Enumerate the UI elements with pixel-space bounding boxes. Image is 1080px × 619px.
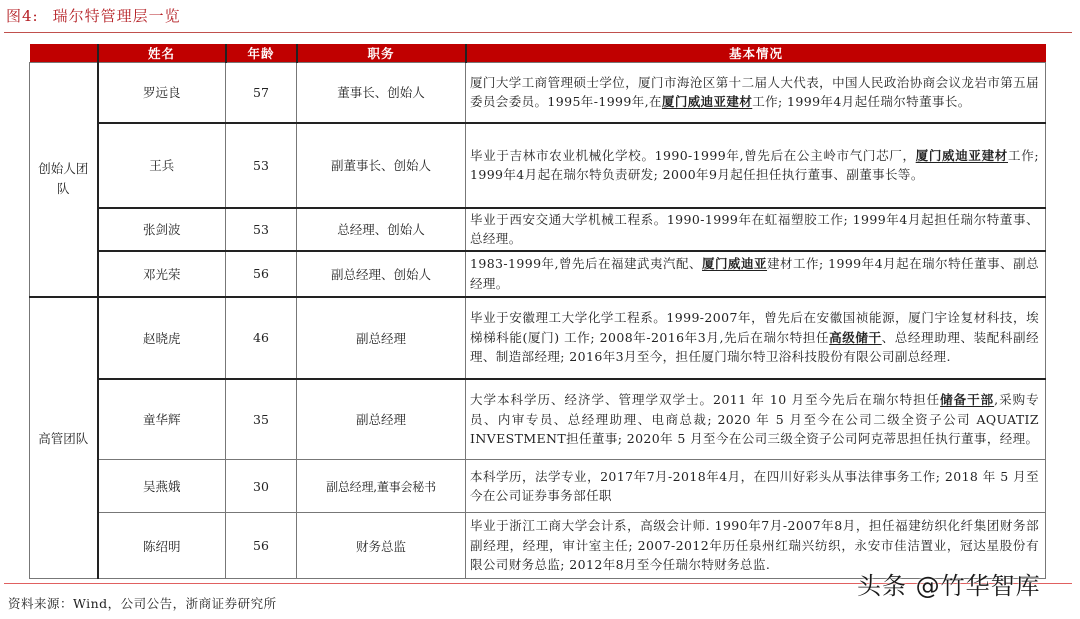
cell-name: 赵晓虎 <box>98 297 226 379</box>
cell-name: 吴燕娥 <box>98 460 226 513</box>
source-note: 资料来源：Wind，公司公告，浙商证券研究所 <box>8 596 277 611</box>
top-divider <box>4 32 1072 33</box>
cell-role: 副总经理 <box>297 297 466 379</box>
cell-name: 王兵 <box>98 123 226 208</box>
header-bio: 基本情况 <box>466 44 1046 63</box>
cell-age: 53 <box>226 123 297 208</box>
cell-age: 56 <box>226 251 297 297</box>
cell-age: 35 <box>226 379 297 460</box>
cell-age: 46 <box>226 297 297 379</box>
cell-age: 57 <box>226 63 297 123</box>
header-group <box>30 44 98 63</box>
watermark: 头条 @竹华智库 <box>857 572 1041 600</box>
figure-caption: 瑞尔特管理层一览 <box>52 7 181 25</box>
cell-bio: 毕业于吉林市农业机械化学校。1990-1999年,曾先后在公主岭市气门芯厂，厦门威迪亚建材工作; 1999年4月起在瑞尔特负责研发; 2000年9月起任担任执行董事、副董事长等。 <box>466 123 1046 208</box>
table-row <box>30 460 1046 513</box>
table-row <box>30 63 1046 123</box>
cell-role: 总经理、创始人 <box>297 208 466 251</box>
table-header-row <box>30 44 1046 63</box>
cell-bio: 毕业于浙江工商大学会计系，高级会计师. 1990年7月-2007年8月，担任福建纺织化纤集团财务部副经理，经理，审计室主任; 2007-2012年历任泉州红瑞兴纺织，永安市佳洁置业，冠达星股份有限公司财务总监; 2012年8月至今任瑞尔特财务总监. <box>466 513 1046 579</box>
cell-role: 董事长、创始人 <box>297 63 466 123</box>
cell-name: 陈绍明 <box>98 513 226 579</box>
group-label-executives: 高管团队 <box>30 297 98 579</box>
cell-bio: 大学本科学历、经济学、管理学双学士。2011 年 10 月至今先后在瑞尔特担任储备干部,采购专员、内审专员、总经理助理、电商总裁; 2020 年 5 月至今在公司二级全资子公司 AQUATIZ INVESTMENT担任董事; 2020年 5 月至今在公司三级全资子公司阿克蒂思担任执行董事，经理。 <box>466 379 1046 460</box>
cell-bio: 1983-1999年,曾先后在福建武夷汽配、厦门威迪亚建材工作; 1999年4月起在瑞尔特任董事、副总经理。 <box>466 251 1046 297</box>
cell-role: 副总经理 <box>297 379 466 460</box>
header-age: 年龄 <box>226 44 297 63</box>
cell-bio: 毕业于西安交通大学机械工程系。1990-1999年在虹福塑胶工作; 1999年4月起担任瑞尔特董事、总经理。 <box>466 208 1046 251</box>
group-label-founders: 创始人团队 <box>30 63 98 297</box>
table-row <box>30 297 1046 379</box>
cell-role: 副总经理,董事会秘书 <box>297 460 466 513</box>
cell-name: 罗远良 <box>98 63 226 123</box>
cell-age: 53 <box>226 208 297 251</box>
cell-role: 副董事长、创始人 <box>297 123 466 208</box>
figure-title <box>6 5 181 26</box>
cell-role: 财务总监 <box>297 513 466 579</box>
cell-role: 副总经理、创始人 <box>297 251 466 297</box>
header-name: 姓名 <box>98 44 226 63</box>
cell-name: 邓光荣 <box>98 251 226 297</box>
header-role: 职务 <box>297 44 466 63</box>
table-row <box>30 208 1046 251</box>
cell-age: 56 <box>226 513 297 579</box>
table-row <box>30 251 1046 297</box>
cell-age: 30 <box>226 460 297 513</box>
table-row <box>30 123 1046 208</box>
cell-name: 张剑波 <box>98 208 226 251</box>
cell-bio: 厦门大学工商管理硕士学位，厦门市海沧区第十二届人大代表，中国人民政治协商会议龙岩市第五届委员会委员。1995年-1999年,在厦门威迪亚建材工作; 1999年4月起任瑞尔特董事长。 <box>466 63 1046 123</box>
cell-bio: 本科学历，法学专业，2017年7月-2018年4月，在四川好彩头从事法律事务工作; 2018 年 5 月至今在公司证券事务部任职 <box>466 460 1046 513</box>
cell-name: 童华辉 <box>98 379 226 460</box>
table-row <box>30 379 1046 460</box>
management-table <box>29 44 1046 579</box>
figure-number: 图4: <box>6 7 39 25</box>
cell-bio: 毕业于安徽理工大学化学工程系。1999-2007年，曾先后在安徽国祯能源，厦门宇诠复材科技，埃梯梯科能(厦门) 工作; 2008年-2016年3月,先后在瑞尔特担任高级储干、总经理助理、装配科副经理、制造部经理; 2016年3月至今，担任厦门瑞尔特卫浴科技股份有限公司副总经理. <box>466 297 1046 379</box>
